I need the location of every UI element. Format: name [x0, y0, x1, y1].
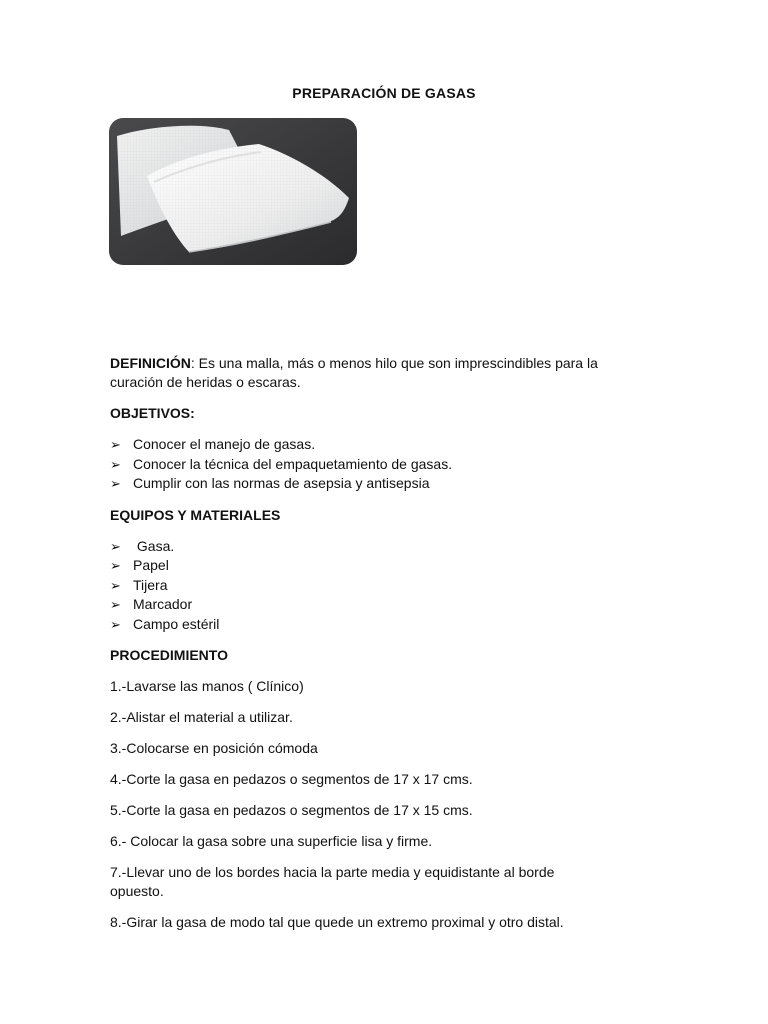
objectives-list: [110, 435, 670, 494]
procedure-step: 7.-Llevar uno de los bordes hacia la parte media y equidistante al borde opuesto.: [110, 864, 555, 899]
procedure-step: 3.-Colocarse en posición cómoda: [110, 740, 318, 756]
procedure-step: 1.-Lavarse las manos ( Clínico): [110, 678, 304, 694]
arrowhead-bullet-icon: ➢: [110, 616, 121, 632]
definition-text-line2: curación de heridas o escaras.: [110, 374, 301, 390]
list-item: ➢ Conocer el manejo de gasas.: [110, 435, 670, 455]
list-item: ➢ Tijera: [110, 576, 670, 596]
arrowhead-bullet-icon: ➢: [110, 456, 121, 472]
arrowhead-bullet-icon: ➢: [110, 558, 121, 573]
definition-paragraph: [110, 354, 670, 392]
arrowhead-bullet-icon: ➢: [110, 476, 121, 491]
arrowhead-bullet-icon: ➢: [110, 597, 121, 612]
list-item: ➢ Papel: [110, 556, 670, 576]
procedure-step: 4.-Corte la gasa en pedazos o segmentos de 17 x 17 cms.: [110, 771, 473, 787]
arrowhead-bullet-icon: ➢: [110, 577, 121, 593]
arrowhead-bullet-icon: ➢: [110, 437, 121, 452]
list-item: ➢ Conocer la técnica del empaquetamiento de gasas.: [110, 455, 670, 475]
gauze-pads-photo: [109, 118, 357, 265]
materials-heading: EQUIPOS Y MATERIALES: [110, 506, 281, 523]
document-body: [110, 354, 670, 932]
gauze-image: [109, 118, 357, 265]
arrowhead-bullet-icon: ➢: [110, 538, 121, 554]
definition-label: DEFINICIÓN: [110, 355, 191, 371]
procedure-step: 8.-Girar la gasa de modo tal que quede un extremo proximal y otro distal.: [110, 914, 564, 930]
objectives-heading: OBJETIVOS:: [110, 405, 195, 421]
list-item: ➢ Gasa.: [110, 537, 670, 557]
page-title: PREPARACIÓN DE GASAS: [292, 85, 476, 101]
list-item: ➢ Cumplir con las normas de asepsia y antisepsia: [110, 474, 670, 494]
procedure-heading: PROCEDIMIENTO: [110, 647, 228, 663]
list-item: ➢ Marcador: [110, 595, 670, 615]
list-item: ➢ Campo estéril: [110, 615, 670, 635]
materials-list: [110, 537, 670, 635]
procedure-step: 5.-Corte la gasa en pedazos o segmentos de 17 x 15 cms.: [110, 802, 473, 818]
procedure-step: 6.- Colocar la gasa sobre una superficie lisa y firme.: [110, 833, 433, 849]
definition-text-line1: : Es una malla, más o menos hilo que son imprescindibles para la: [190, 355, 598, 371]
procedure-step: 2.-Alistar el material a utilizar.: [110, 709, 293, 725]
